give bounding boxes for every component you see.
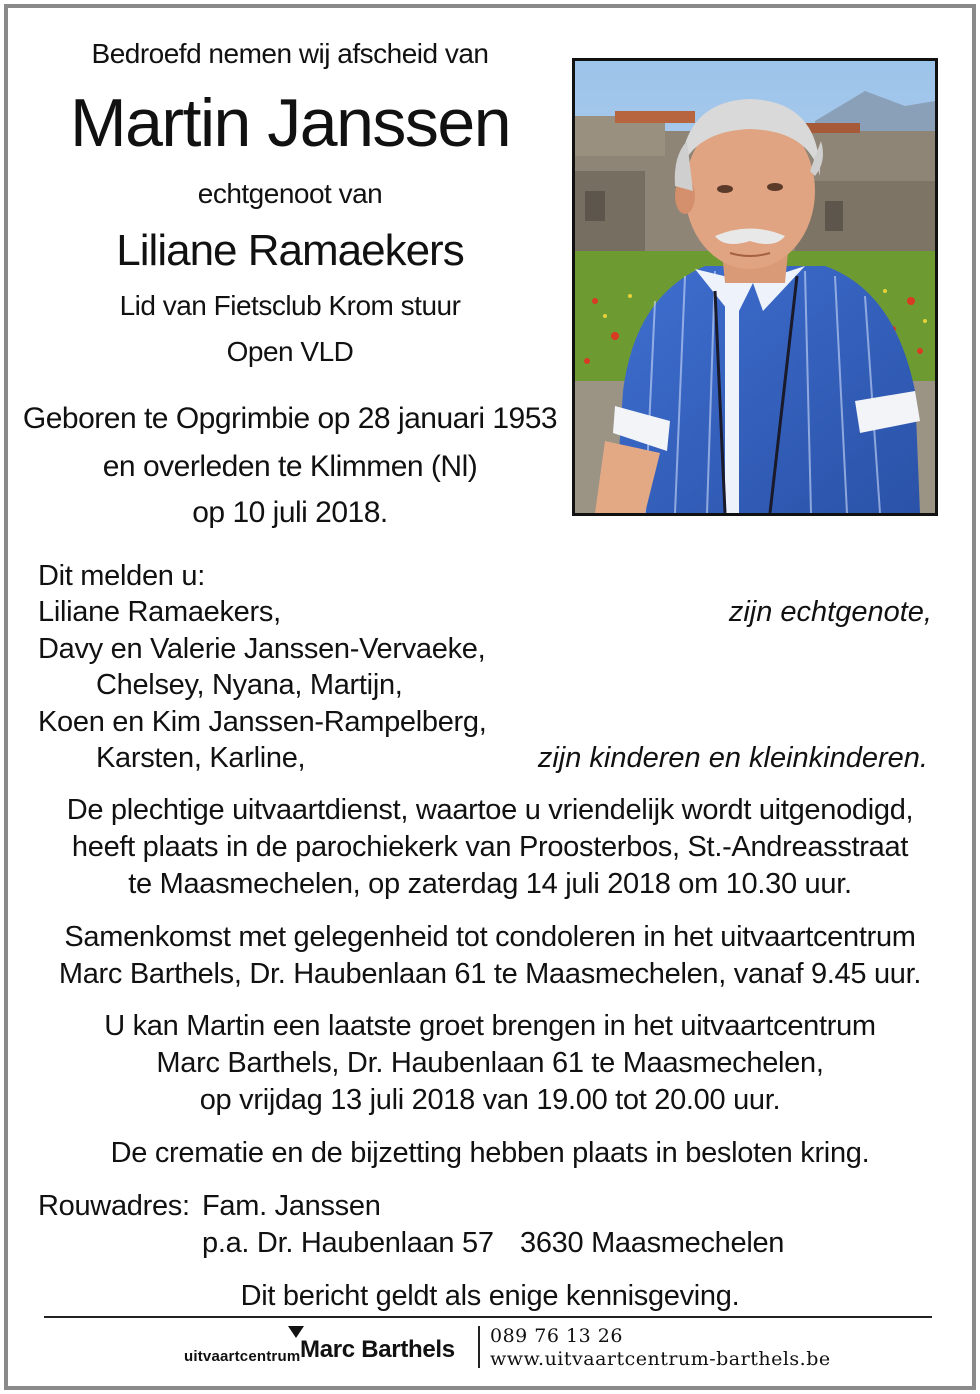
death-date: op 10 juli 2018.: [192, 496, 388, 529]
role-children: zijn kinderen en kleinkinderen.: [537, 742, 928, 774]
family-intro: Dit melden u:: [38, 560, 205, 592]
closing-note: Dit bericht geldt als enige kennisgeving.: [240, 1280, 740, 1312]
logo-name: Marc Barthels: [300, 1336, 455, 1363]
footer-website[interactable]: www.uitvaartcentrum-barthels.be: [490, 1348, 831, 1370]
service-line: heeft plaats in de parochiekerk van Proosterbos, St.-Andreasstraat: [71, 831, 909, 863]
footer-divider: [44, 1316, 932, 1318]
family-line: Davy en Valerie Janssen-Vervaeke,: [38, 633, 486, 665]
cremation-note: De crematie en de bijzetting hebben plaats in besloten kring.: [110, 1137, 870, 1169]
farewell-line: U kan Martin een laatste groet brengen in het uitvaartcentrum: [104, 1010, 876, 1042]
farewell-line: op vrijdag 13 juli 2018 van 19.00 tot 20.00 uur.: [199, 1084, 781, 1116]
address-label: Rouwadres:: [38, 1190, 190, 1222]
footer-separator: [478, 1326, 480, 1368]
footer-phone: 089 76 13 26: [490, 1325, 623, 1347]
address-street: p.a. Dr. Haubenlaan 57: [202, 1227, 494, 1259]
spouse-intro: echtgenoot van: [197, 178, 383, 209]
spouse-name: Liliane Ramaekers: [116, 226, 464, 275]
family-line: Chelsey, Nyana, Martijn,: [96, 669, 403, 701]
deceased-name: Martin Janssen: [69, 85, 511, 161]
address-name: Fam. Janssen: [202, 1190, 381, 1222]
service-line: De plechtige uitvaartdienst, waartoe u vriendelijk wordt uitgenodigd,: [66, 794, 914, 826]
affiliation-party: Open VLD: [226, 336, 354, 367]
family-line: Koen en Kim Janssen-Rampelberg,: [38, 706, 487, 738]
portrait-illustration: [575, 61, 935, 513]
portrait-photo: [572, 58, 938, 516]
family-line: Karsten, Karline,: [96, 742, 306, 774]
farewell-line: Marc Barthels, Dr. Haubenlaan 61 te Maasmechelen,: [156, 1047, 824, 1079]
condolence-line: Marc Barthels, Dr. Haubenlaan 61 te Maasmechelen, vanaf 9.45 uur.: [58, 958, 922, 990]
role-spouse: zijn echtgenote,: [728, 596, 932, 628]
death-line: en overleden te Klimmen (Nl): [102, 450, 478, 483]
condolence-line: Samenkomst met gelegenheid tot condoleren in het uitvaartcentrum: [64, 921, 916, 953]
intro-text: Bedroefd nemen wij afscheid van: [91, 38, 489, 69]
affiliation-club: Lid van Fietsclub Krom stuur: [119, 290, 461, 321]
address-city: 3630 Maasmechelen: [520, 1227, 785, 1259]
logo-subtitle: uitvaartcentrum: [184, 1348, 301, 1365]
service-line: te Maasmechelen, op zaterdag 14 juli 2018 om 10.30 uur.: [128, 868, 852, 900]
birth-line: Geboren te Opgrimbie op 28 januari 1953: [22, 402, 558, 435]
family-line: Liliane Ramaekers,: [38, 596, 281, 628]
